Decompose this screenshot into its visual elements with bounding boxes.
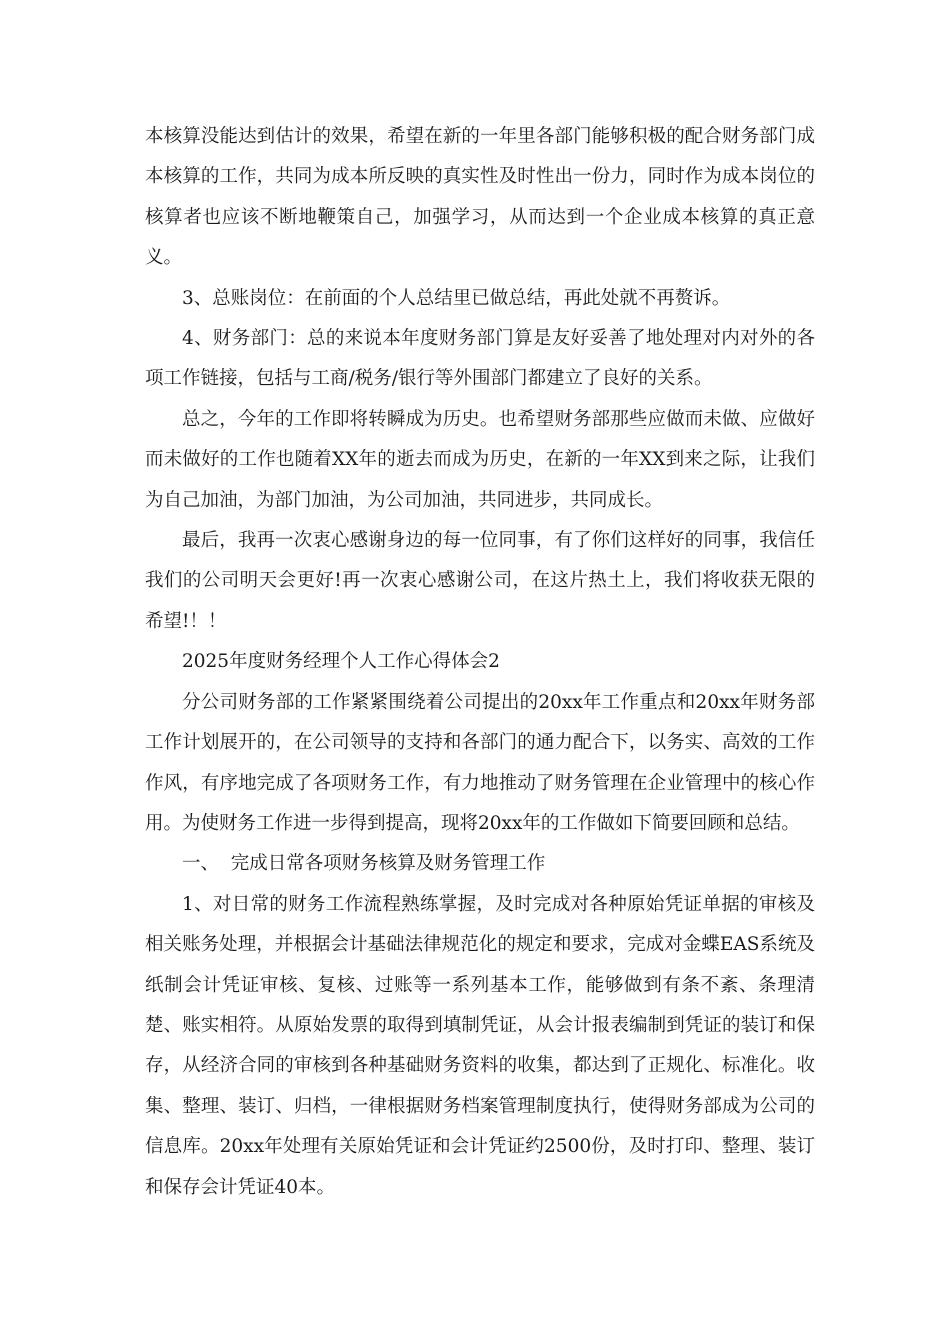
paragraph-thanks: 最后，我再一次衷心感谢身边的每一位同事，有了你们这样好的同事，我信任我们的公司明天会更好!再一次衷心感谢公司，在这片热土上，我们将收获无限的希望!！！ bbox=[145, 530, 815, 632]
paragraph-finance-department: 4、财务部门：总的来说本年度财务部门算是友好妥善了地处理对内对外的各项工作链接，包括与工商/税务/银行等外围部门都建立了良好的关系。 bbox=[145, 328, 815, 390]
paragraph-daily-work: 1、对日常的财务工作流程熟练掌握，及时完成对各种原始凭证单据的审核及相关账务处理，并根据会计基础法律规范化的规定和要求，完成对金蝶EAS系统及纸制会计凭证审核、复核、过账等一系列基本工作，能够做到有条不紊、条理清楚、账实相符。从原始发票的取得到填制凭证，从会计报表编制到凭证的装订和保存，从经济合同的审核到各种基础财务资料的收集，都达到了正规化、标准化。收集、整理、装订、归档，一律根据财务档案管理制度执行，使得财务部成为公司的信息库。20xx年处理有关原始凭证和会计凭证约2500份，及时打印、整理、装订和保存会计凭证40本。 bbox=[145, 893, 815, 1198]
document-body bbox=[145, 117, 815, 1208]
paragraph-cost-accounting-continued: 本核算没能达到估计的效果，希望在新的一年里各部门能够积极的配合财务部门成本核算的工作，共同为成本所反映的真实性及时性出一份力，同时作为成本岗位的核算者也应该不断地鞭策自己，加强学习，从而达到一个企业成本核算的真正意义。 bbox=[145, 126, 815, 269]
section-title: 2025年度财务经理个人工作心得体会2 bbox=[182, 651, 500, 673]
paragraph-general-ledger: 3、总账岗位：在前面的个人总结里已做总结，再此处就不再赘诉。 bbox=[182, 287, 731, 309]
paragraph-intro: 分公司财务部的工作紧紧围绕着公司提出的20xx年工作重点和20xx年财务部工作计划展开的，在公司领导的支持和各部门的通力配合下，以务实、高效的工作作风，有序地完成了各项财务工作，有力地推动了财务管理在企业管理中的核心作用。为使财务工作进一步得到提高，现将20xx年的工作做如下简要回顾和总结。 bbox=[145, 691, 815, 834]
section-heading-one: 一、 完成日常各项财务核算及财务管理工作 bbox=[182, 853, 546, 875]
paragraph-summary: 总之，今年的工作即将转瞬成为历史。也希望财务部那些应做而未做、应做好而未做好的工作也随着XX年的逝去而成为历史，在新的一年XX到来之际，让我们为自己加油，为部门加油，为公司加油，共同进步，共同成长。 bbox=[145, 408, 815, 511]
